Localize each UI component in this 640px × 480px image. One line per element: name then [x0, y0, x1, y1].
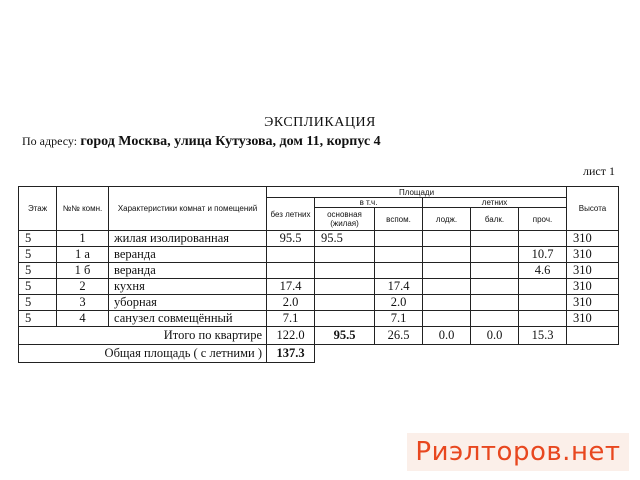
area-loggia-cell: [423, 263, 471, 279]
table-row: [19, 295, 619, 311]
header-areas: Площади: [267, 187, 567, 198]
area-balcony-cell: [471, 279, 519, 295]
area-main-cell: [315, 247, 375, 263]
overall-spacer: [315, 345, 619, 363]
header-description: Характеристики комнат и помещений: [109, 187, 267, 231]
area-total-cell: 95.5: [267, 231, 315, 247]
watermark-logo: Риэлторов.нет: [407, 433, 629, 471]
room-description-cell: веранда: [109, 247, 267, 263]
header-balcony: балк.: [471, 208, 519, 231]
area-main-cell: [315, 279, 375, 295]
area-total-cell: [267, 247, 315, 263]
table-row: [19, 311, 619, 327]
area-loggia-cell: [423, 231, 471, 247]
area-other-cell: 4.6: [519, 263, 567, 279]
area-aux-cell: [375, 247, 423, 263]
document-title: ЭКСПЛИКАЦИЯ: [264, 115, 376, 130]
area-other-cell: [519, 311, 567, 327]
area-total-cell: [267, 263, 315, 279]
area-loggia-cell: [423, 247, 471, 263]
area-other-cell: [519, 295, 567, 311]
sheet-number: лист 1: [583, 164, 615, 178]
area-aux-cell: 7.1: [375, 311, 423, 327]
header-without-summer: без летних: [267, 198, 315, 231]
area-other-cell: 10.7: [519, 247, 567, 263]
area-other-cell: [519, 231, 567, 247]
area-main-cell: [315, 295, 375, 311]
area-total-cell: 17.4: [267, 279, 315, 295]
header-height: Высота: [567, 187, 619, 231]
area-loggia-cell: [423, 279, 471, 295]
header-summer: летних: [423, 198, 567, 208]
totals-balcony: 0.0: [471, 327, 519, 345]
area-balcony-cell: [471, 295, 519, 311]
area-aux-cell: [375, 263, 423, 279]
overall-area-value: 137.3: [267, 345, 315, 363]
height-cell: 310: [567, 263, 619, 279]
room-description-cell: кухня: [109, 279, 267, 295]
room-description-cell: жилая изолированная: [109, 231, 267, 247]
floor-cell: 5: [19, 263, 57, 279]
header-incl: в т.ч.: [315, 198, 423, 208]
room-description-cell: уборная: [109, 295, 267, 311]
table-row: [19, 263, 619, 279]
header-main-living: основная (жилая): [315, 208, 375, 231]
totals-other: 15.3: [519, 327, 567, 345]
header-auxiliary: вспом.: [375, 208, 423, 231]
area-aux-cell: [375, 231, 423, 247]
area-total-cell: 7.1: [267, 311, 315, 327]
room-number-cell: 1 б: [57, 263, 109, 279]
room-description-cell: санузел совмещённый: [109, 311, 267, 327]
area-other-cell: [519, 279, 567, 295]
totals-main: 95.5: [315, 327, 375, 345]
totals-total: 122.0: [267, 327, 315, 345]
area-main-cell: 95.5: [315, 231, 375, 247]
area-aux-cell: 17.4: [375, 279, 423, 295]
area-balcony-cell: [471, 263, 519, 279]
area-main-cell: [315, 311, 375, 327]
floor-cell: 5: [19, 231, 57, 247]
room-number-cell: 3: [57, 295, 109, 311]
table-row: [19, 279, 619, 295]
room-number-cell: 1 а: [57, 247, 109, 263]
floor-cell: 5: [19, 279, 57, 295]
table-row: [19, 231, 619, 247]
overall-area-row: [19, 345, 619, 363]
area-balcony-cell: [471, 311, 519, 327]
area-loggia-cell: [423, 311, 471, 327]
address-line: [22, 133, 381, 150]
floor-cell: 5: [19, 295, 57, 311]
room-number-cell: 4: [57, 311, 109, 327]
height-cell: 310: [567, 295, 619, 311]
area-balcony-cell: [471, 247, 519, 263]
room-description-cell: веранда: [109, 263, 267, 279]
area-main-cell: [315, 263, 375, 279]
totals-loggia: 0.0: [423, 327, 471, 345]
room-number-cell: 2: [57, 279, 109, 295]
height-cell: 310: [567, 279, 619, 295]
table-row: [19, 247, 619, 263]
header-other: проч.: [519, 208, 567, 231]
address-prefix: По адресу:: [22, 134, 78, 148]
totals-label: Итого по квартире: [19, 327, 267, 345]
totals-row: [19, 327, 619, 345]
header-room-no: №№ комн.: [57, 187, 109, 231]
area-total-cell: 2.0: [267, 295, 315, 311]
height-cell: 310: [567, 247, 619, 263]
overall-area-label: Общая площадь ( с летними ): [19, 345, 267, 363]
explication-table: [18, 186, 619, 363]
room-number-cell: 1: [57, 231, 109, 247]
height-cell: 310: [567, 311, 619, 327]
floor-cell: 5: [19, 311, 57, 327]
header-floor: Этаж: [19, 187, 57, 231]
floor-cell: 5: [19, 247, 57, 263]
area-aux-cell: 2.0: [375, 295, 423, 311]
area-loggia-cell: [423, 295, 471, 311]
height-cell: 310: [567, 231, 619, 247]
totals-aux: 26.5: [375, 327, 423, 345]
area-balcony-cell: [471, 231, 519, 247]
header-loggia: лодж.: [423, 208, 471, 231]
address-value: город Москва, улица Кутузова, дом 11, корпус 4: [80, 134, 381, 149]
totals-height-empty: [567, 327, 619, 345]
